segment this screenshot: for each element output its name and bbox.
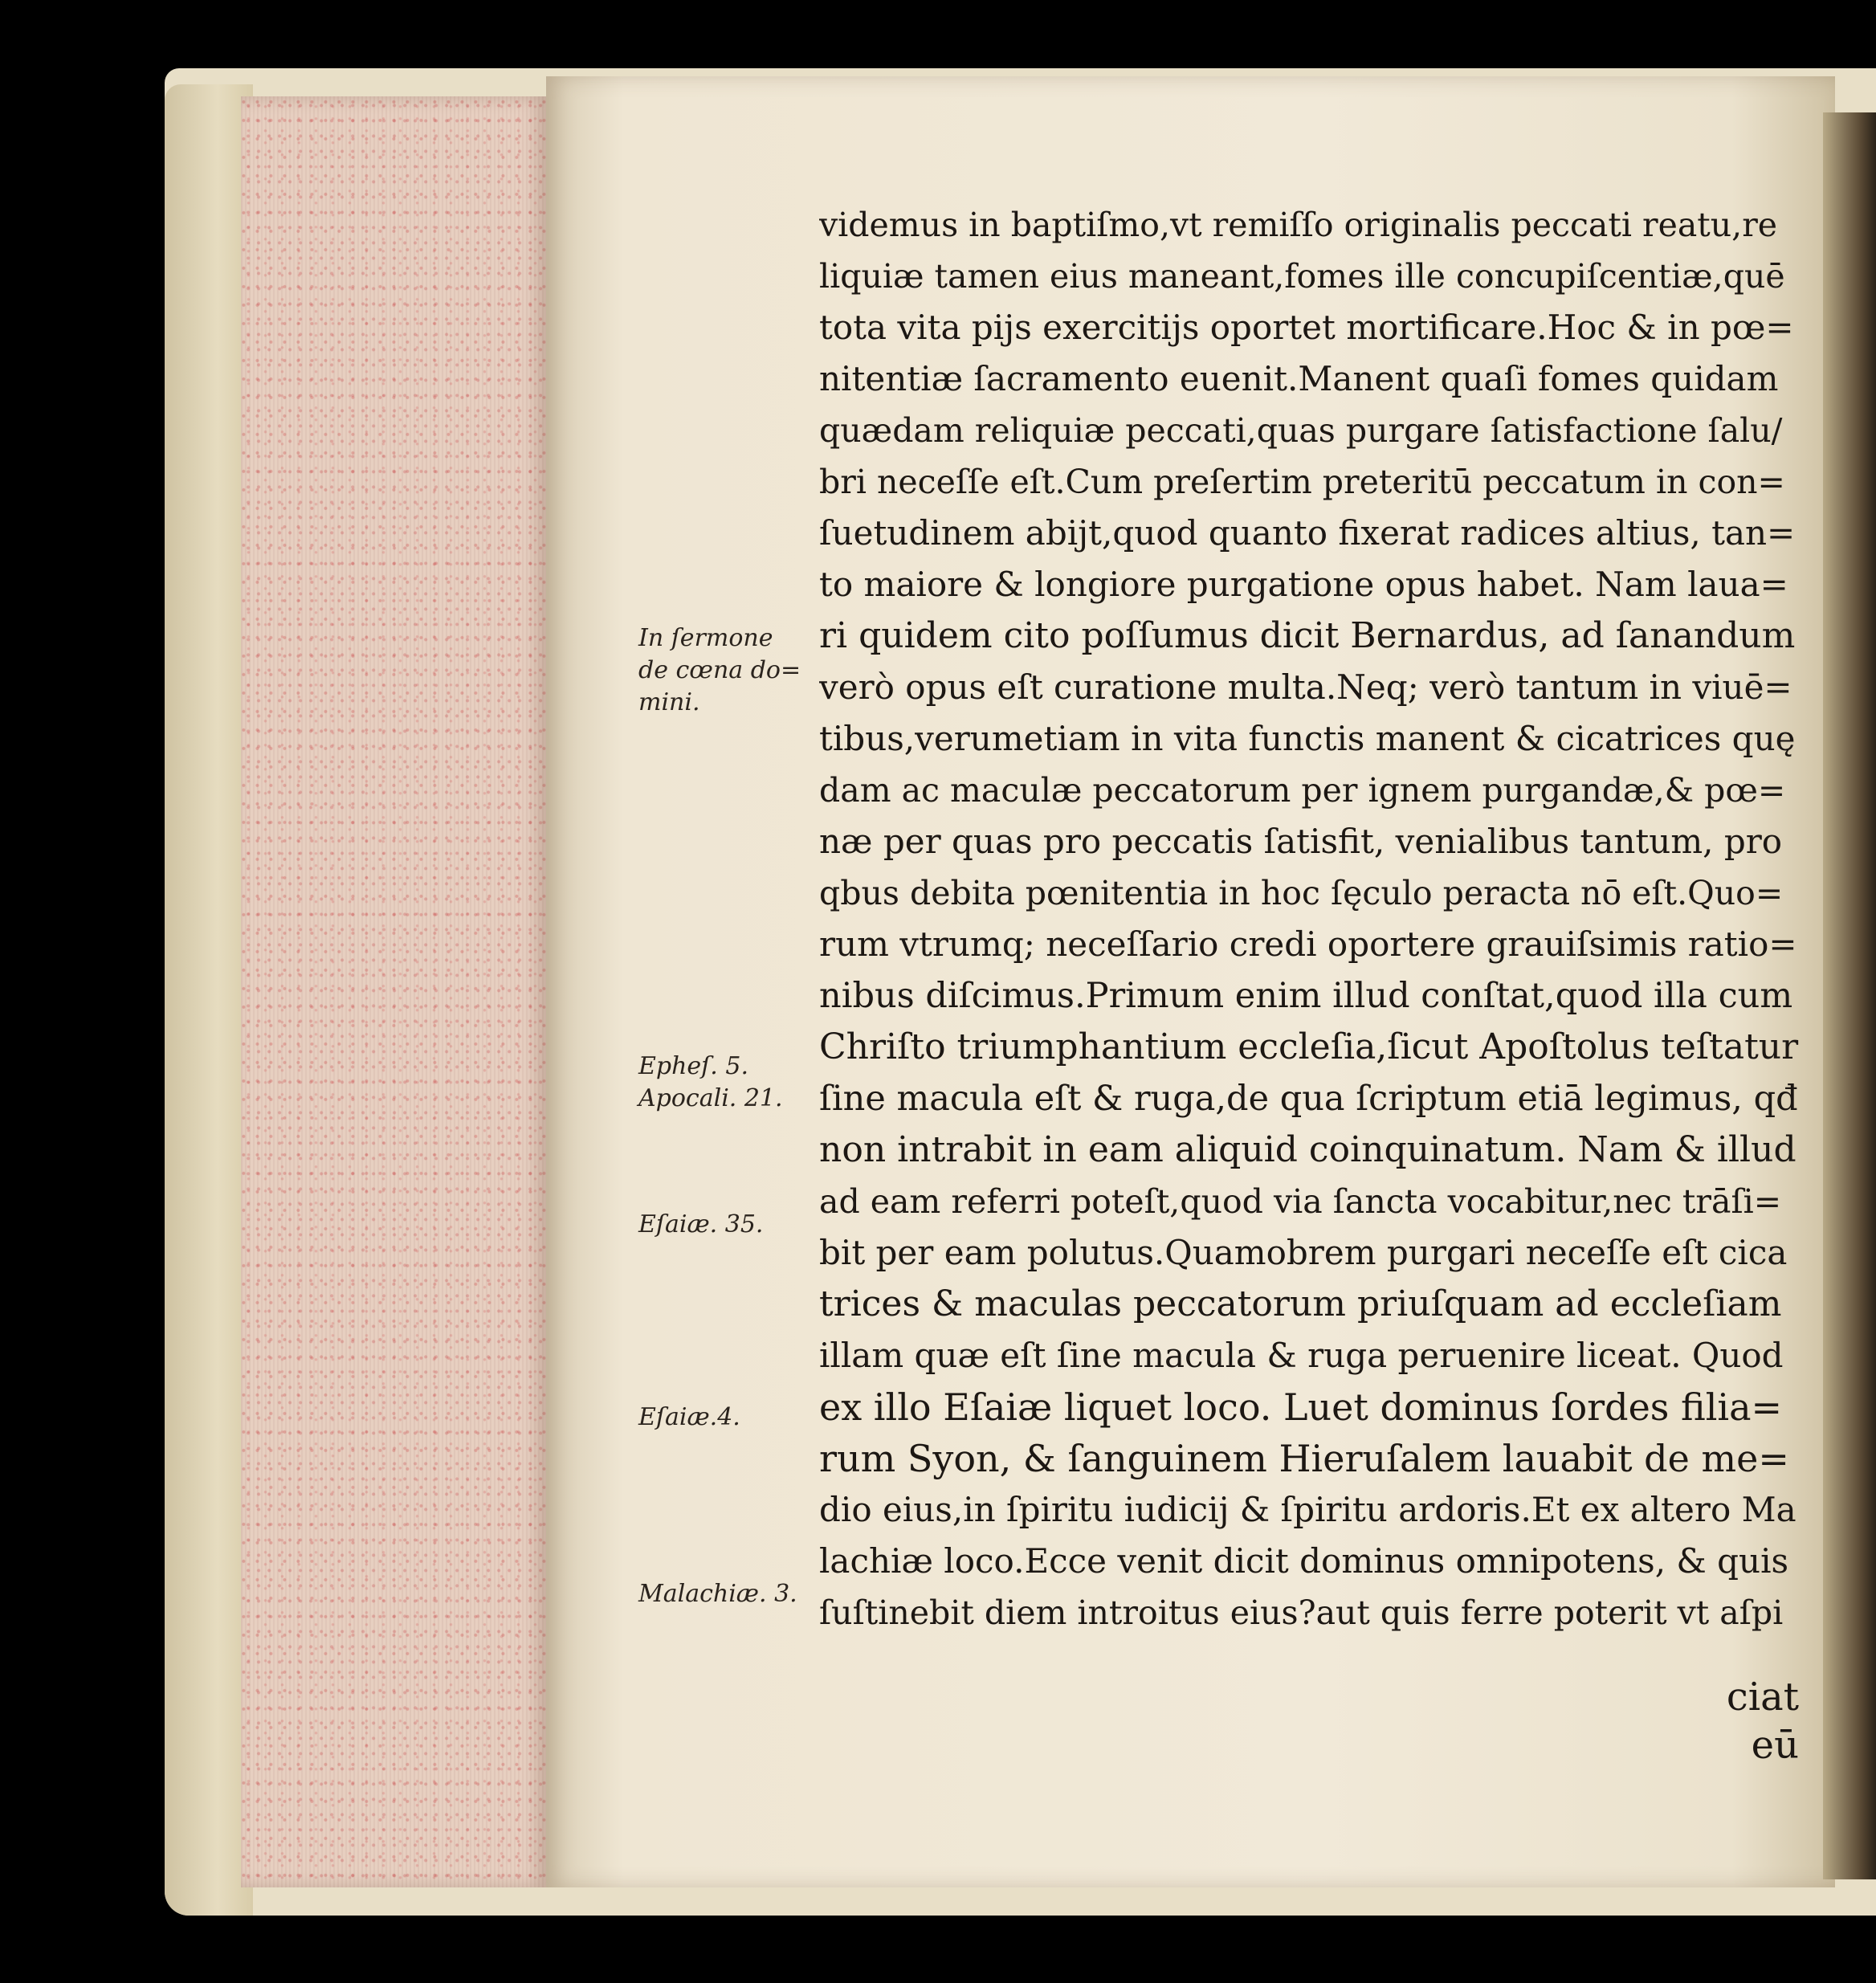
text-line: ri quidem cito poſſumus dicit Bernardus, ad ſanandum [819,615,1796,656]
text-line: tibus,verumetiam in vita functis manent & cicatrices quę [819,719,1796,758]
note-line: Eſaiæ. 35. [638,1210,764,1238]
text-line: trices & maculas peccatorum priuſquam ad eccleſiam [819,1283,1782,1324]
text-line: non intrabit in eam aliquid coinquinatum. Nam & illud [819,1129,1796,1170]
vellum-cover-edge [165,84,253,1916]
note-line: Epheſ. 5. [638,1052,748,1080]
marginal-note-bernard [638,622,807,719]
note-line: Apocali. 21. [638,1084,783,1112]
text-line: lachiæ loco.Ecce venit dicit dominus omnipotens, & quis [819,1541,1789,1581]
note-line: mini. [638,688,700,716]
text-line: rum vtrumq; neceſſario credi oportere grauiſsimis ratio= [819,924,1797,964]
note-line: de cœna do= [638,656,801,684]
text-line: ſuetudinem abijt,quod quanto fixerat radices altius, tan= [819,513,1796,553]
page-text-block [819,199,1799,1638]
text-line: qbus debita pœnitentia in hoc ſęculo peracta nō eſt.Quo= [819,874,1784,912]
text-line: to maiore & longiore purgatione opus habet. Nam laua= [819,565,1788,604]
note-line: Eſaiæ.4. [638,1403,740,1431]
text-line: quædam reliquiæ peccati,quas purgare ſatisfactione ſalu/ [819,411,1783,450]
marginal-note-esaiae-4 [638,1402,807,1434]
text-line: ſuſtinebit diem introitus eius?aut quis ferre poterit vt aſpi [819,1593,1784,1632]
text-line: videmus in baptiſmo,vt remiſſo originalis peccati reatu,re [819,206,1778,244]
text-line: liquiæ tamen eius maneant,fomes ille concupiſcentiæ,quē [819,257,1785,296]
book-gutter [1823,112,1876,1879]
text-line: ex illo Eſaiæ liquet loco. Luet dominus ſordes filia= [819,1385,1783,1429]
sprinkled-page-edges [241,96,546,1887]
note-line: Malachiæ. 3. [638,1580,797,1608]
text-line: verò opus eſt curatione multa.Neq; verò tantum in viuē= [819,667,1792,707]
text-line: nibus diſcimus.Primum enim illud conſtat,quod illa cum [819,976,1793,1016]
text-line: næ per quas pro peccatis ſatisfit, venialibus tantum, pro [819,822,1783,861]
marginal-note-esaiae-35 [638,1209,807,1241]
catchword: ciat eū [1726,1675,1799,1768]
text-line: Chriſto triumphantium eccleſia,ſicut Apoſtolus teſtatur [819,1026,1799,1067]
note-line: In ſermone [638,624,773,652]
text-line: ad eam referri poteſt,quod via ſancta vocabitur,nec trāſi= [819,1182,1782,1221]
marginal-note-malachiae [638,1578,807,1610]
text-line: rum Syon, & ſanguinem Hieruſalem lauabit de me= [819,1437,1789,1480]
text-line: nitentiæ ſacramento euenit.Manent quaſi fomes quidam [819,359,1779,398]
text-line: illam quæ eſt ſine macula & ruga peruenire liceat. Quod [819,1336,1784,1375]
text-line: dio eius,in ſpiritu iudicij & ſpiritu ardoris.Et ex altero Ma [819,1490,1796,1529]
marginal-note-ephesians [638,1051,807,1115]
text-line: bri neceſſe eſt.Cum preſertim preteritū peccatum in con= [819,463,1785,501]
text-line: tota vita pijs exercitijs oportet mortificare.Hoc & in pœ= [819,308,1794,347]
text-line: bit per eam polutus.Quamobrem purgari neceſſe eſt cica [819,1233,1788,1272]
text-line: dam ac maculæ peccatorum per ignem purgandæ,& pœ= [819,771,1786,810]
text-line: ſine macula eſt & ruga,de qua ſcriptum etiā legimus, qđ [819,1079,1798,1119]
